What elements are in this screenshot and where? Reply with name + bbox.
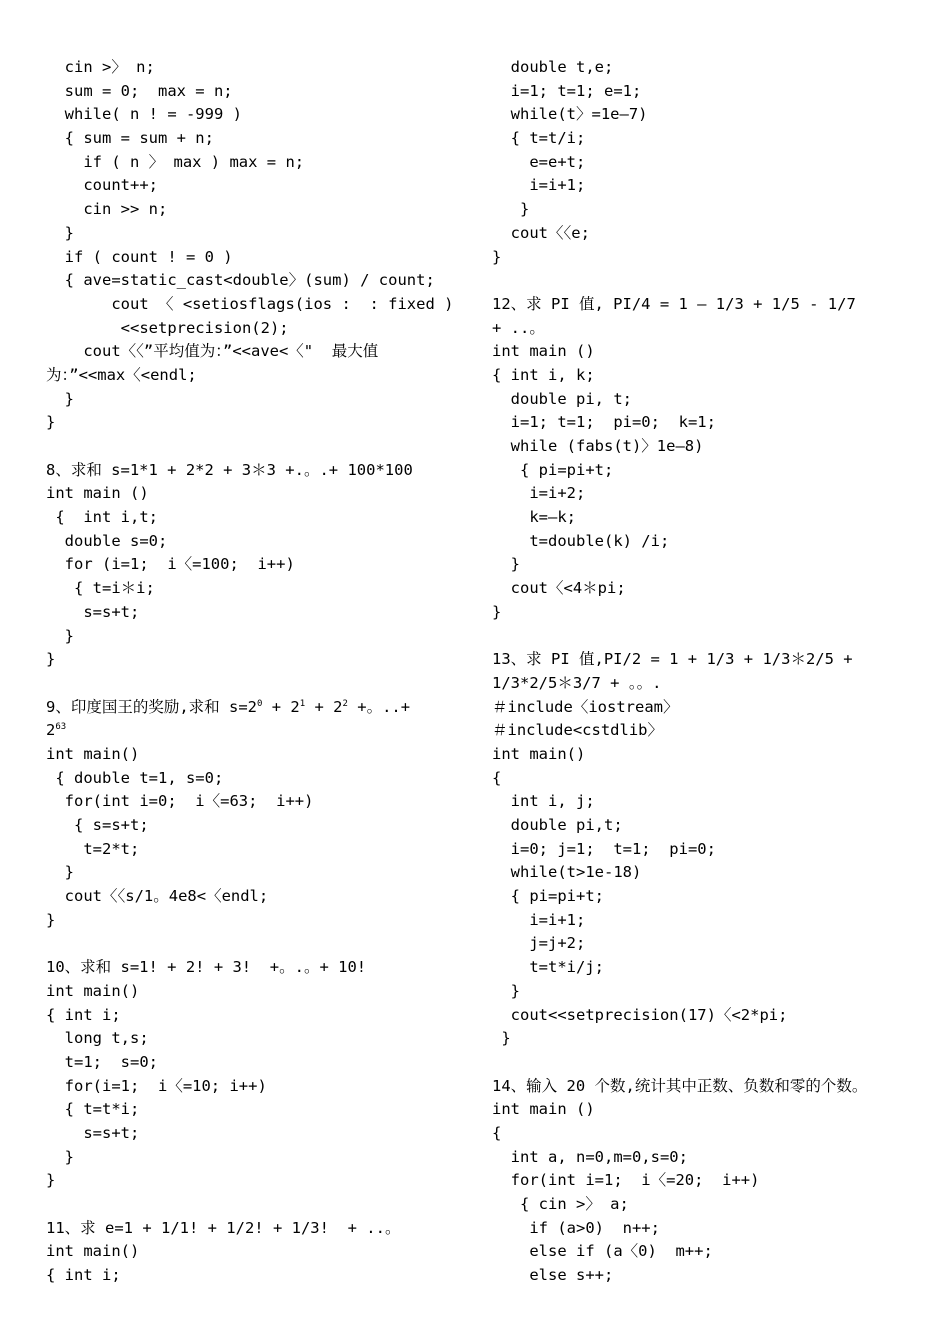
code-line: } — [46, 910, 56, 929]
code-line: count++; — [46, 176, 158, 195]
code-line: { — [492, 1123, 502, 1142]
code-line: 为：”<<max〈<endl; — [46, 365, 197, 384]
code-line: cin >〉 n; — [46, 58, 155, 76]
blank-line — [46, 672, 470, 696]
code-line: } — [492, 981, 520, 1000]
code-line: 11、求 e=1 + 1/1! + 1/2! + 1/3! + ..。 — [46, 1218, 401, 1237]
code-line: i=i+1; — [492, 176, 586, 195]
code-line: { pi=pi+t; — [492, 887, 604, 906]
code-line: { int i,t; — [46, 508, 158, 527]
code-line: <<setprecision(2); — [46, 318, 289, 337]
code-line: { int i, k; — [492, 365, 595, 384]
code-line: if ( n 〉 max ) max = n; — [46, 152, 305, 171]
code-line: i=0; j=1; t=1; pi=0; — [492, 839, 716, 858]
code-line: int main() — [46, 1242, 140, 1261]
code-line: i=i+1; — [492, 910, 586, 929]
code-line: int i, j; — [492, 792, 595, 811]
code-line: for(i=1; i〈=10; i++) — [46, 1076, 267, 1095]
code-line: } — [492, 602, 502, 621]
code-line: double t,e; — [492, 58, 614, 76]
code-line: t=t*i/j; — [492, 958, 604, 977]
code-line: $2^{63}$ — [46, 721, 67, 740]
code-line: 12、求 PI 值, PI/4 = 1 — 1/3 + 1/5 - 1/7 — [492, 294, 856, 313]
code-line: int main () — [492, 342, 595, 361]
code-line: { cin >〉 a; — [492, 1195, 629, 1213]
code-line: j=j+2; — [492, 934, 586, 953]
code-line: t=1; s=0; — [46, 1052, 158, 1071]
exponent: 1 — [299, 698, 306, 709]
exponent: 0 — [257, 698, 263, 709]
code-line: double pi, t; — [492, 389, 632, 408]
code-line: while(t〉=1e—7) — [492, 105, 648, 124]
code-line: { pi=pi+t; — [492, 460, 614, 479]
blank-line — [46, 1193, 470, 1217]
code-line: ＃include<cstdlib〉 — [492, 721, 663, 740]
code-line: for (i=1; i〈=100; i++) — [46, 555, 295, 574]
code-line: int main () — [492, 1100, 595, 1119]
code-line: { t=t*i; — [46, 1100, 140, 1119]
code-line: while(t>1e-18) — [492, 863, 642, 882]
code-line: { t=i＊i; — [46, 579, 155, 598]
code-line: cout〈〈”平均值为：”<<ave<〈" 最大值 — [46, 342, 379, 361]
code-line: cout〈〈s/1。4e8<〈endl; — [46, 887, 269, 906]
blank-line — [46, 435, 470, 459]
code-line: { sum = sum + n; — [46, 129, 214, 148]
code-line: sum = 0; max = n; — [46, 81, 233, 100]
code-line: } — [492, 247, 502, 266]
code-line: { double t=1, s=0; — [46, 768, 224, 787]
code-line: s=s+t; — [46, 602, 140, 621]
code-line: int main() — [46, 981, 140, 1000]
code-line: int main() — [46, 744, 140, 763]
code-line: int main () — [46, 484, 149, 503]
code-line: } — [46, 1171, 56, 1190]
code-line: double pi,t; — [492, 816, 623, 834]
code-line: t=double(k) /i; — [492, 531, 670, 550]
code-line: } — [492, 555, 520, 574]
code-line: s=s+t; — [46, 1123, 140, 1142]
code-line: 1/3*2/5＊3/7 + 。。. — [492, 673, 662, 692]
code-line: for(int i=0; i〈=63; i++) — [46, 792, 314, 811]
exponent: 2 — [342, 698, 348, 709]
code-line: if (a>0) n++; — [492, 1218, 660, 1237]
code-line: { s=s+t; — [46, 816, 149, 834]
code-line: cout 〈 <setiosflags(ios : : fixed ) — [46, 294, 454, 313]
code-line: i=1; t=1; e=1; — [492, 81, 642, 100]
code-line: if ( count ! = 0 ) — [46, 247, 233, 266]
code-line: { t=t/i; — [492, 129, 586, 148]
code-line: i=1; t=1; pi=0; k=1; — [492, 413, 716, 432]
exponent: 63 — [55, 722, 67, 733]
code-line: + ..。 — [492, 318, 545, 337]
code-line: } — [492, 200, 530, 219]
code-line: } — [492, 1029, 511, 1048]
right-code-column — [492, 56, 917, 1288]
code-line: int a, n=0,m=0,s=0; — [492, 1147, 688, 1166]
code-line: ＃include〈iostream〉 — [492, 697, 679, 716]
code-line: cin >> n; — [46, 200, 168, 219]
code-line: { int i; — [46, 1266, 121, 1285]
code-line: while( n ! = -999 ) — [46, 105, 242, 124]
code-line: 14、输入 20 个数,统计其中正数、负数和零的个数。 — [492, 1076, 868, 1095]
code-line: for(int i=1; i〈=20; i++) — [492, 1171, 760, 1190]
code-line: } — [46, 389, 74, 408]
code-line: 13、求 PI 值,PI/2 = 1 + 1/3 + 1/3＊2/5 + — [492, 650, 853, 669]
code-line: cout<<setprecision(17)〈<2*pi; — [492, 1005, 788, 1024]
blank-line — [492, 269, 917, 293]
code-line: t=2*t; — [46, 839, 140, 858]
code-line: else s++; — [492, 1266, 614, 1285]
code-line: cout〈<4＊pi; — [492, 579, 626, 598]
code-line: 8、求和 s=1*1 + 2*2 + 3＊3 +.。.+ 100*100 — [46, 460, 413, 479]
blank-line — [492, 625, 917, 649]
code-line: long t,s; — [46, 1029, 149, 1048]
code-line: while (fabs(t)〉1e—8) — [492, 437, 704, 455]
code-line: { — [492, 768, 502, 787]
code-line: double s=0; — [46, 531, 168, 550]
code-line: { int i; — [46, 1005, 121, 1024]
code-line: 9、印度国王的奖励,求和 $s=2^0 + 2^1 + 2^2$ +。..+ — [46, 697, 411, 716]
code-line: 10、求和 s=1! + 2! + 3! +。.。+ 10! — [46, 958, 367, 977]
code-line: k=—k; — [492, 508, 576, 527]
code-line: } — [46, 413, 56, 432]
code-line: i=i+2; — [492, 484, 586, 503]
code-line: } — [46, 626, 74, 645]
code-line: } — [46, 223, 74, 242]
blank-line — [46, 932, 470, 956]
blank-line — [492, 1051, 917, 1075]
code-line: e=e+t; — [492, 152, 586, 171]
code-line: { ave=static_cast<double〉(sum) / count; — [46, 271, 435, 290]
left-code-column — [46, 56, 470, 1288]
code-line: } — [46, 650, 56, 669]
code-line: } — [46, 863, 74, 882]
code-line: int main() — [492, 744, 586, 763]
code-line: } — [46, 1147, 74, 1166]
code-line: cout〈〈e; — [492, 223, 590, 242]
code-line: else if (a〈0) m++; — [492, 1242, 713, 1261]
